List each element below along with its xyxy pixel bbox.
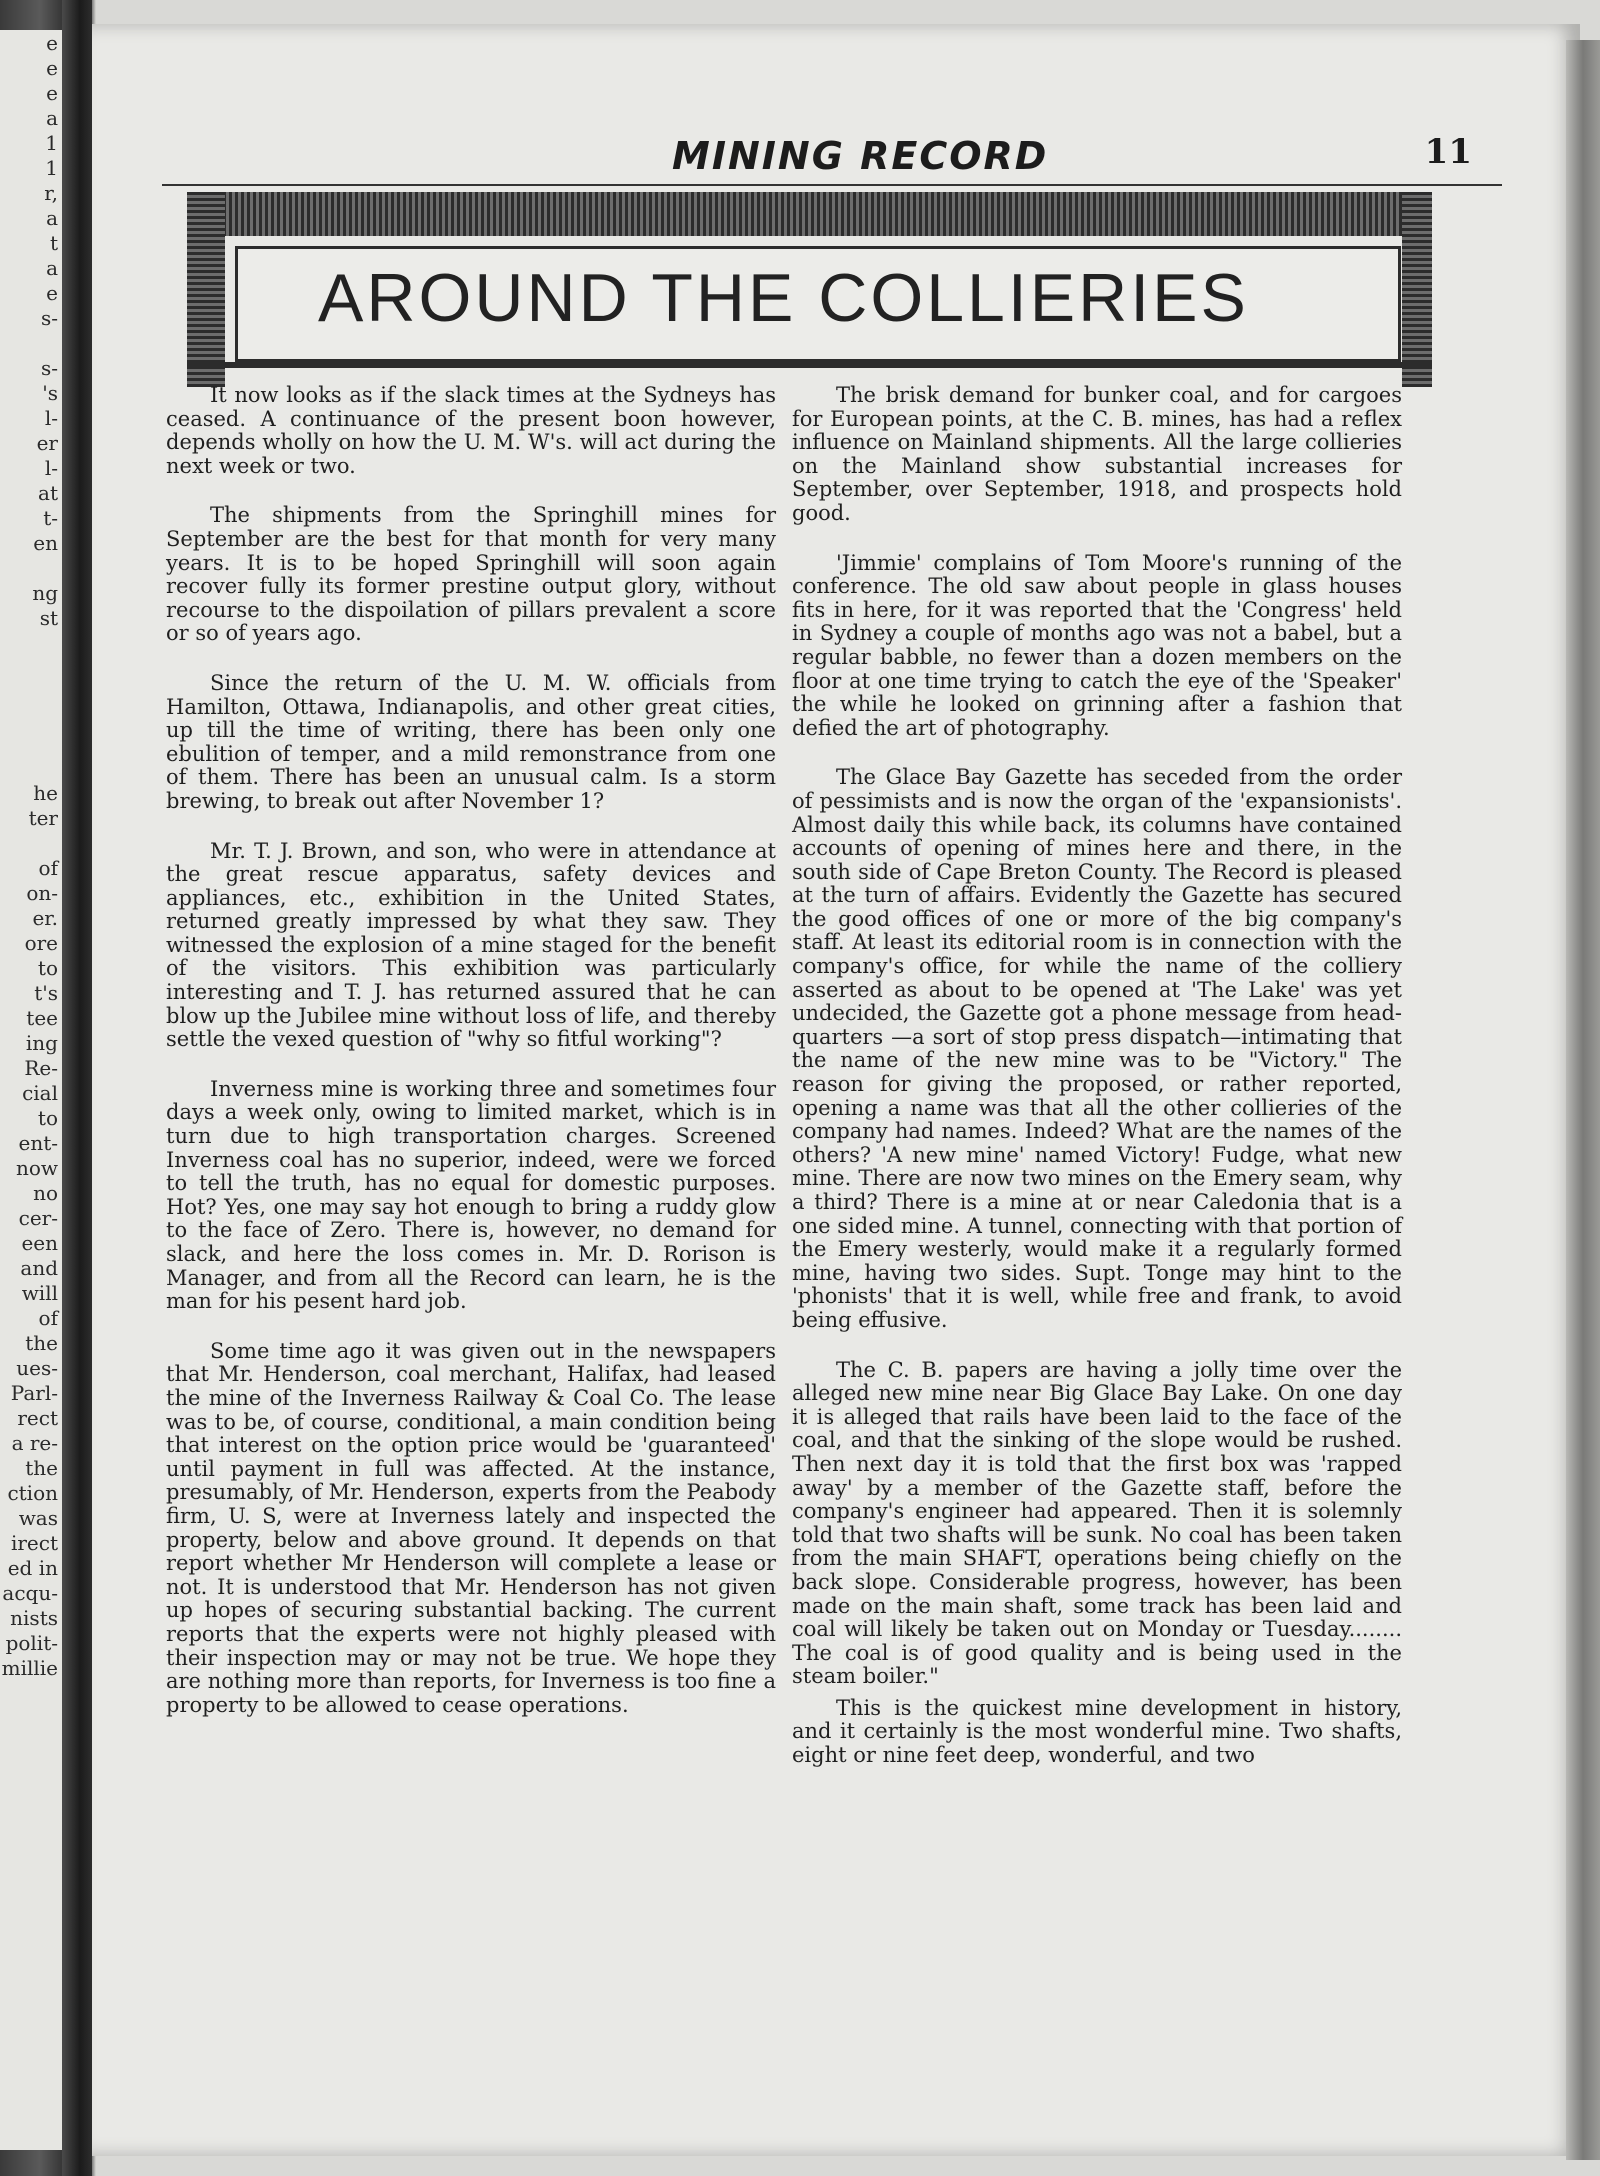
- facing-page-text-fragment: r,: [44, 181, 58, 205]
- facing-page-text-fragment: ed in: [7, 1556, 58, 1580]
- banner-ornament-right: [1402, 192, 1432, 387]
- facing-page-text-fragment: [0, 755, 62, 780]
- facing-page-text-fragment: ent-: [18, 1131, 58, 1155]
- facing-page-text-fragment: [0, 680, 62, 705]
- section-banner: [187, 192, 1432, 387]
- paragraph: Mr. T. J. Brown, and son, who were in attendance at the great rescue apparatus, safety devices and appliances, etc., exhibition in the United States, returned greatly impressed by what they saw. They witnessed the explosion of a mine staged for the benefit of the visitors. This exhibition was particularly interesting and T. J. has returned assured that he can blow up the Jubilee mine without loss of life, and thereby settle the vexed question of "why so fitful working"?: [166, 838, 776, 1052]
- paragraph: The brisk demand for bunker coal, and for cargoes for European points, at the C. B. mines, has had a reflex influence on Mainland shipments. All the large collieries on the Mainland show substantial increases for September, over September, 1918, and prospects hold good.: [792, 383, 1402, 525]
- facing-page-text-fragment: the: [25, 1331, 58, 1355]
- facing-page-text-fragment: cial: [22, 1081, 58, 1105]
- facing-page-text-fragment: [0, 830, 62, 855]
- facing-page-text-fragment: acqu-: [2, 1581, 58, 1605]
- facing-page-text-fragment: to: [37, 956, 58, 980]
- facing-page-text-fragment: t's: [34, 981, 58, 1005]
- facing-page-text-fragment: nists: [10, 1606, 58, 1630]
- book-gutter: [62, 0, 92, 2176]
- running-title: MINING RECORD: [672, 134, 1049, 178]
- paragraph: 'Jimmie' complains of Tom Moore's running of the conference. The old saw about people in glass houses fits in here, for it was reported that the 'Congress' held in Sydney a couple of months ago was not a babel, but a regular babble, no fewer than a dozen members on the floor at one time trying to catch the eye of the 'Speaker' the while he looked on grinning after a fashion that defied the art of photography.: [792, 550, 1402, 740]
- facing-page-text-fragment: [0, 330, 62, 355]
- paragraph: It now looks as if the slack times at the Sydneys has ceased. A continuance of the present boon however, depends wholly on how the U. M. W's. will act during the next week or two.: [166, 383, 776, 478]
- facing-page-text-fragment: will: [21, 1281, 58, 1305]
- banner-ornament-top: [187, 192, 1432, 236]
- facing-page-text-fragment: ter: [28, 806, 58, 830]
- facing-page-text-fragment: and: [20, 1256, 58, 1280]
- facing-page-text-fragment: polit-: [5, 1631, 58, 1655]
- facing-page-text-fragment: rect: [17, 1406, 58, 1430]
- page-number: 11: [1424, 132, 1472, 172]
- facing-page-text-fragment: cer-: [18, 1206, 58, 1230]
- paragraph: The shipments from the Springhill mines for September are the best for that month for very many years. It is to be hoped Springhill will soon again recover fully its former prestine output glory, without recourse to the dispoilation of pillars prevalent a score or so of years ago.: [166, 503, 776, 646]
- article-column-right: [792, 384, 1402, 1794]
- facing-page-text-fragment: irect: [10, 1531, 58, 1555]
- facing-page-text-fragment: ing: [25, 1031, 58, 1055]
- facing-page-text-fragment: Re-: [24, 1056, 58, 1080]
- facing-page-text-fragment: 1: [45, 131, 58, 155]
- facing-page-text-fragment: [0, 555, 62, 580]
- facing-page-text-fragment: 's: [42, 381, 58, 405]
- facing-page-text-fragment: ction: [7, 1481, 58, 1505]
- facing-page-text-fragment: a: [46, 106, 58, 130]
- paragraph: Since the return of the U. M. W. officials from Hamilton, Ottawa, Indianapolis, and other great cities, up till the time of writing, there has been only one ebulition of temper, and a mild remonstrance from one of them. There has been an unusual calm. Is a storm brewing, to break out after November 1?: [166, 670, 776, 813]
- facing-page-text-fragment: er.: [32, 906, 58, 930]
- facing-page-text-fragment: tee: [26, 1006, 58, 1030]
- facing-page-text-fragment: of: [38, 1306, 58, 1330]
- facing-page-text-fragment: he: [33, 781, 58, 805]
- page-header: [162, 112, 1502, 178]
- facing-page-text-fragment: t-: [43, 506, 58, 530]
- facing-page-text-fragment: [0, 705, 62, 730]
- facing-page-text-fragment: no: [33, 1181, 58, 1205]
- facing-page-text-fragment: er: [36, 431, 58, 455]
- facing-page-text-fragment: l-: [44, 406, 58, 430]
- facing-page-text-fragment: the: [25, 1456, 58, 1480]
- facing-page-text-fragment: e: [46, 281, 58, 305]
- facing-page-text-fragment: [0, 730, 62, 755]
- article-column-left: [166, 384, 776, 1743]
- paragraph: The C. B. papers are having a jolly time over the alleged new mine near Big Glace Bay Lake. On one day it is alleged that rails have been laid to the face of the coal, and that the sinking of the slope would be rushed. Then next day it is told that the first box was 'rapped away' by a member of the Gazette staff, before the company's engineer had appeared. Then it is solemnly told that two shafts will be sunk. No coal has been taken from the main SHAFT, operations being chiefly on the back slope. Considerable progress, however, has been made on the main shaft, some track has been laid and coal will likely be taken out on Monday or Tuesday........ The coal is of good quality and is being used in the steam boiler.": [792, 1357, 1402, 1689]
- facing-page-text-fragment: en: [33, 531, 58, 555]
- facing-page-text-fragment: e: [46, 81, 58, 105]
- paragraph: This is the quickest mine development in history, and it certainly is the most wonderful mine. Two shafts, eight or nine feet deep, wonderful, and two: [792, 1695, 1402, 1768]
- facing-page-text-fragment: t: [49, 231, 58, 255]
- facing-page-text-fragment: ues-: [16, 1356, 58, 1380]
- facing-page-text-fragment: [0, 630, 62, 655]
- facing-page-text-fragment: on-: [26, 881, 58, 905]
- facing-page-text-fragment: s-: [40, 356, 58, 380]
- facing-page-text-fragment: een: [21, 1231, 58, 1255]
- page-stack-edge: [1566, 40, 1600, 2160]
- facing-page-text-fragment: a: [46, 206, 58, 230]
- facing-page-text-fragment: 1: [45, 156, 58, 180]
- facing-page-text-fragment: at: [38, 481, 58, 505]
- facing-page-text-fragment: Parl-: [10, 1381, 58, 1405]
- facing-page-fragment: [0, 30, 62, 2150]
- facing-page-text-fragment: now: [15, 1156, 58, 1180]
- facing-page-text-fragment: a: [46, 256, 58, 280]
- facing-page-text-fragment: l-: [44, 456, 58, 480]
- facing-page-text-fragment: [0, 655, 62, 680]
- facing-page-text-fragment: of: [38, 856, 58, 880]
- banner-rule-bottom: [187, 362, 1432, 368]
- paragraph: Inverness mine is working three and sometimes four days a week only, owing to limited market, which is in turn due to high transportation charges. Screened Inverness coal has no superior, indeed, were we forced to tell the truth, has no equal for domestic purposes. Hot? Yes, one may say hot enough to bring a ruddy glow to the face of Zero. There is, however, no demand for slack, and here the loss comes in. Mr. D. Rorison is Manager, and from all the Record can learn, he is the man for his pesent hard job.: [166, 1076, 776, 1314]
- banner-ornament-left: [187, 192, 225, 387]
- facing-page-text-fragment: s-: [40, 306, 58, 330]
- facing-page-text-fragment: st: [39, 606, 58, 630]
- facing-page-text-fragment: to: [37, 1106, 58, 1130]
- facing-page-text-fragment: e: [46, 56, 58, 80]
- facing-page-text-fragment: a re-: [11, 1431, 58, 1455]
- paragraph: Some time ago it was given out in the newspapers that Mr. Henderson, coal merchant, Halifax, had leased the mine of the Inverness Railway & Coal Co. The lease was to be, of course, conditional, a main condition being that interest on the option price would be 'guaranteed' until payment in full was affected. At the instance, presumably, of Mr. Henderson, experts from the Peabody firm, U. S, were at Inverness lately and inspected the property, below and above ground. It depends on that report whether Mr Henderson will complete a lease or not. It is understood that Mr. Henderson has not given up hopes of securing substantial backing. The current reports that the experts were not highly pleased with their inspection may or may not be true. We hope they are nothing more than reports, for Inverness is too fine a property to be allowed to cease operations.: [166, 1338, 776, 1717]
- facing-page-text-fragment: ng: [32, 581, 58, 605]
- facing-page-text-fragment: ore: [24, 931, 58, 955]
- header-rule: [162, 184, 1502, 186]
- facing-page-text-fragment: was: [18, 1506, 58, 1530]
- section-title: AROUND THE COLLIERIES: [318, 260, 1249, 336]
- paragraph: The Glace Bay Gazette has seceded from the order of pessimists and is now the organ of the 'expansionists'. Almost daily this while back, its columns have contained accounts of opening of mines here and there, in the south side of Cape Breton County. The Record is pleased at the turn of affairs. Evidently the Gazette has secured the good offices of one or more of the big company's staff. At least its editorial room is in connection with the company's office, for while the name of the colliery asserted as about to be opened at 'The Lake' was yet undecided, the Gazette got a phone message from head-quarters —a sort of stop press dispatch—intimating that the name of the new mine was to be "Victory." The reason for giving the proposed, or rather reported, opening a name was that all the other collieries of the company had names. Indeed? What are the names of the others? 'A new mine' named Victory! Fudge, what new mine. There are now two mines on the Emery seam, why a third? There is a mine at or near Caledonia that is a one sided mine. A tunnel, connecting with that portion of the Emery westerly, would make it a regularly formed mine, having two sides. Supt. Tonge may hint to the 'phonists' that it is well, while free and frank, to avoid being effusive.: [792, 765, 1402, 1332]
- facing-page-text-fragment: e: [46, 31, 58, 55]
- banner-title-box: [235, 246, 1401, 362]
- facing-page-text-fragment: millie: [1, 1656, 58, 1680]
- magazine-page: [92, 24, 1580, 2156]
